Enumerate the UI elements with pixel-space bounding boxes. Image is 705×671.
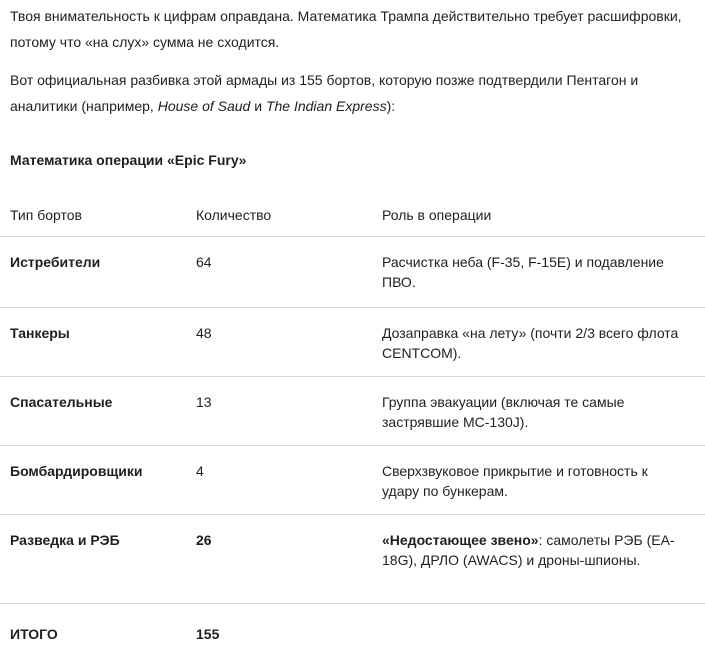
table-total-row xyxy=(0,604,705,664)
intro-p2-before: Вот официальная разбивка этой армады из 155 бортов, которую позже подтвердили Пентагон и аналитики (например, xyxy=(10,72,639,114)
row-count: 26 xyxy=(196,532,212,548)
source-indian-express: The Indian Express xyxy=(265,98,387,114)
table-row xyxy=(0,446,705,515)
table-row xyxy=(0,515,705,604)
row-role: Дозаправка «на лету» (почти 2/3 всего флота CENTCOM). xyxy=(382,325,679,361)
total-count: 155 xyxy=(196,626,220,642)
intro-p2-mid: и xyxy=(250,98,266,114)
row-count: 4 xyxy=(196,463,204,479)
row-role-highlight: «Недостающее звено» xyxy=(382,532,539,548)
table-row xyxy=(0,237,705,308)
row-role: Сверхзвуковое прикрытие и готовность к удару по бункерам. xyxy=(382,463,648,499)
row-count: 13 xyxy=(196,394,212,410)
row-role: Расчистка неба (F-35, F-15E) и подавление ПВО. xyxy=(382,254,664,290)
row-count: 48 xyxy=(196,325,212,341)
header-count: Количество xyxy=(196,207,272,223)
row-role xyxy=(382,530,682,570)
row-count: 64 xyxy=(196,254,212,270)
table-header-row xyxy=(0,193,705,237)
header-type: Тип бортов xyxy=(10,207,82,223)
table-row xyxy=(0,377,705,446)
row-type: Разведка и РЭБ xyxy=(10,532,120,548)
row-type: Бомбардировщики xyxy=(10,463,143,479)
source-house-of-saud: House of Saud xyxy=(157,98,251,114)
intro-p2-after: ): xyxy=(386,98,396,114)
row-role: Группа эвакуации (включая те самые застрявшие MC-130J). xyxy=(382,394,625,430)
section-title: Математика операции «Epic Fury» xyxy=(10,152,247,168)
header-role: Роль в операции xyxy=(382,207,492,223)
row-type: Истребители xyxy=(10,254,101,270)
row-role-rest: : самолеты РЭБ (EA-18G), ДРЛО (AWACS) и дроны-шпионы. xyxy=(382,532,675,568)
total-label: ИТОГО xyxy=(10,626,58,642)
aircraft-breakdown-table xyxy=(0,193,705,664)
row-type: Спасательные xyxy=(10,394,113,410)
table-row xyxy=(0,308,705,377)
intro-paragraph-1: Твоя внимательность к цифрам оправдана. Математика Трампа действительно требует расшифровки, потому что «на слух» сумма не сходится. xyxy=(10,8,682,50)
row-type: Танкеры xyxy=(10,325,70,341)
intro-paragraph-2 xyxy=(10,67,700,119)
